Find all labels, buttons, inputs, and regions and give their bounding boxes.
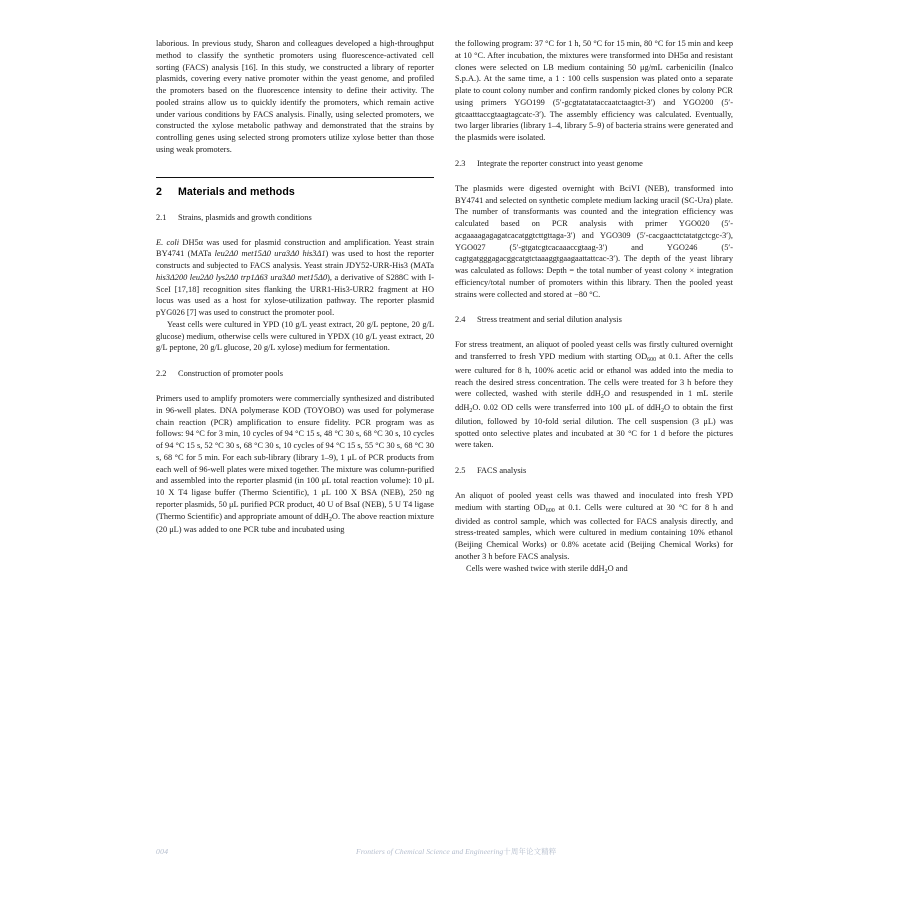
section-heading-materials-and-methods: [156, 186, 434, 198]
strains-text-c: ) was used to host the reporter constructs and subjected to FACS analysis. Yeast strain JDY52-URR-His3 (MATa: [156, 249, 435, 270]
subscript-2: 2: [604, 568, 608, 575]
paragraph-stress-treatment: [455, 339, 733, 451]
facs-text-b: at 0.1. Cells were cultured at 30 °C for 8 h and divided as control sample, which was collected for FACS analysis directly, and stress-treated samples, which were cultured in medium containing 10% ethanol (Beijing Chemical Works) or 0.8% acetate acid (Beijing Chemical Works) for another 3 h before FACS analysis.: [455, 502, 734, 561]
journal-title: [356, 846, 556, 857]
subscript-2: 2: [469, 408, 473, 414]
facs-text-a: An aliquot of pooled yeast cells was thawed and inoculated into fresh YPD medium with starting OD: [455, 491, 733, 512]
subsection-heading-2-4: [455, 315, 733, 324]
intro-paragraph: laborious. In previous study, Sharon and colleagues developed a high-throughput method to classify the synthetic promoters using fluorescence-activated cell sorting (FACS) analysis [16]. In this study, we constructed a library of reporter plasmids, covering every native promoter within the yeast genome, and profiled the promoters based on the fluorescence intensity to define their activity. The pooled strains allow us to quickly identify the promoters, which remain active under various conditions by FACS analysis. Finally, using selected promoters, we constructed the xylose metabolic pathway and demonstrated that the strains by controlling genes using selected strong promoters utilize xylose better than those using weak promoters.: [156, 39, 434, 154]
stress-text-d: O. 0.02 OD cells were transferred into 100 μL of ddH: [472, 403, 661, 412]
section-title: Materials and methods: [178, 185, 295, 198]
paragraph-pcr-program: [156, 393, 434, 536]
two-column-body: [156, 38, 746, 818]
subsection-title: Stress treatment and serial dilution analysis: [477, 315, 622, 325]
subsection-heading-2-5: [455, 466, 733, 475]
section-number: 2: [156, 185, 162, 198]
subscript-2: 2: [328, 516, 332, 523]
wash-text-a: Cells were washed twice with sterile ddH: [466, 563, 605, 573]
strains-text-b: DH5α was used for plasmid construction and amplification. Yeast strain BY4741 (MATa: [156, 237, 434, 259]
subsection-title: Strains, plasmids and growth conditions: [178, 212, 312, 222]
subsection-number: 2.5: [455, 466, 466, 475]
paragraph-strains-plasmids: [156, 237, 434, 319]
paragraph-facs-culture: [455, 490, 733, 563]
stress-text-e: O to obtain the first dilution, followed by 10-fold serial dilution. The cell suspension (3 μL) was spotted onto selective plates and incubated at 30 °C for 1 d before the pictures were taken.: [455, 403, 733, 450]
genotype-1: leu2Δ0 met15Δ0 ura3Δ0 his3Δ1: [214, 249, 326, 259]
stress-text-c: O and resuspended in 1 mL sterile ddH: [455, 389, 734, 412]
subscript-600: 600: [647, 357, 657, 363]
pcr-text-a: Primers used to amplify promoters were commercially synthesized and distributed in 96-well plates. DNA polymerase KOD (TOYOBO) was used for polymerase chain reaction (PCR) amplification to ensure fidelity. PCR program was as follows: 94 °C for 3 min, 10 cycles of 94 °C 15 s, 48 °C 30 s, 68 °C 30 s, 10 cycles of 94 °C 15 s, 52 °C 30 s, 68 °C 30 s, 10 cycles of 94 °C 15 s, 55 °C 30 s, 68 °C 30 s, 68 °C for 5 min. For each sub-library (library 1–9), 1 μL of PCR products from each well of 96-well plates were mixed together. The mixture was column-purified and assembled into the reporter plasmid (in 100 μL total reaction volume): 10 μL 10 X T4 ligase buffer (Thermo Scientific), 1 μL 100 X BSA (NEB), 250 ng reporter plasmids, 50 μL purified PCR product, 40 U of BsaI (NEB), 5 U T4 ligase (Thermo Scientific) and appropriate amount of ddH: [156, 394, 434, 521]
paragraph-incubation-program: the following program: 37 °C for 1 h, 50 °C for 15 min, 80 °C for 15 min and keep at 10 °C. After incubation, the mixtures were transformed into DH5α and resistant clones were selected on LB medium containing 50 μg/mL carbenicilin (Inalco S.p.A.). At the same time, a 1 : 100 cells suspension was plated onto a separate plate to count colony number and confirm randomly picked clones by colony PCR using primers YGO199 (5′-gcgtatatataccaatctaagtct-3′) and YGO200 (5′-gtcaatttaccgtaagtagcatc-3′). The assembly efficiency was calculated. Eventually, two larger libraries (library 1–4, library 5–9) of bacteria strains were generated and the plasmids were isolated.: [455, 39, 733, 142]
paragraph-facs-wash: [455, 563, 733, 577]
page-footer: [156, 846, 746, 857]
journal-title-cjk: 十周年论文精粹: [503, 847, 557, 856]
subsection-heading-2-3: [455, 159, 733, 168]
subsection-heading-2-2: [156, 369, 434, 378]
right-column: [455, 38, 733, 818]
wash-text-b: O and: [607, 563, 628, 573]
journal-title-latin: Frontiers of Chemical Science and Engineering: [356, 847, 504, 856]
strains-text-d: ), a derivative of S288C with I-SceI [17,18] recognition sites flanking the URR1-His3-URR2 fragment at HO locus was used as a host for xylose-utilization pathway. The reporter plasmid pYG026 [7] was used to construct the promoter pool.: [156, 272, 434, 317]
left-column: [156, 38, 434, 818]
subsection-number: 2.2: [156, 369, 167, 378]
stress-text-b: at 0.1. After the cells were cultured for 8 h, 100% acetic acid or ethanol was added into the media to reach the desired stress concentration. The cells were treated for 3 h before they were collected, washed with sterile ddH: [455, 352, 733, 399]
subscript-2: 2: [660, 408, 664, 414]
genotype-2: his3Δ200 leu2Δ0 lys2Δ0 trp1Δ63 ura3Δ0 met15Δ0: [156, 272, 328, 282]
subsection-title: FACS analysis: [477, 466, 527, 475]
section-divider-rule: [156, 177, 434, 178]
subscript-2: 2: [600, 394, 604, 401]
subsection-number: 2.1: [156, 212, 167, 222]
subsection-number: 2.4: [455, 315, 466, 325]
stress-text-a: For stress treatment, an aliquot of pooled yeast cells was firstly cultured overnight and transferred to fresh YPD medium with starting OD: [455, 340, 733, 361]
subsection-title: Integrate the reporter construct into yeast genome: [477, 158, 643, 168]
subsection-heading-2-1: [156, 213, 434, 222]
paragraph-yeast-integration: The plasmids were digested overnight with BciVI (NEB), transformed into BY4741 and selected on synthetic complete medium lacking uracil (SC-Ura) plate. The number of transformants was counted and the integration efficiency was calculated based on PCR analysis with primer YGO020 (5′-acgaaaagagagatcacatggtcttgttaga-3′) and YGO309 (5′-cacgaacttctatatgctcgc-3′), YGO027 (5′-gtgatcgtcacaaaccgtaag-3′) and YGO246 (5′-cagtgatgggagacggcatgtctaaaggtgaagaattattcac-3′). The depth of the yeast library was calculated as follows: Depth = the total number of yeast colony × integration efficiency/total number of promoters within this library. Then the pooled yeast strains were collected and stored at −80 °C.: [455, 183, 733, 299]
subsection-number: 2.3: [455, 158, 466, 168]
subsection-title: Construction of promoter pools: [178, 369, 283, 378]
paragraph-media-composition: Yeast cells were cultured in YPD (10 g/L yeast extract, 20 g/L peptone, 20 g/L glucose) medium, otherwise cells were cultured in YPDX (10 g/L yeast extract, 20 g/L peptone, 20 g/L glucose, 20 g/L xylose) medium for fermentation.: [156, 319, 434, 353]
subscript-600: 600: [545, 507, 555, 514]
pcr-text-b: O. The above reaction mixture (20 μL) was added to one PCR tube and incubated using: [156, 511, 434, 535]
page-number: 004: [156, 847, 169, 856]
organism-name-ecoli: E. coli: [156, 237, 180, 247]
